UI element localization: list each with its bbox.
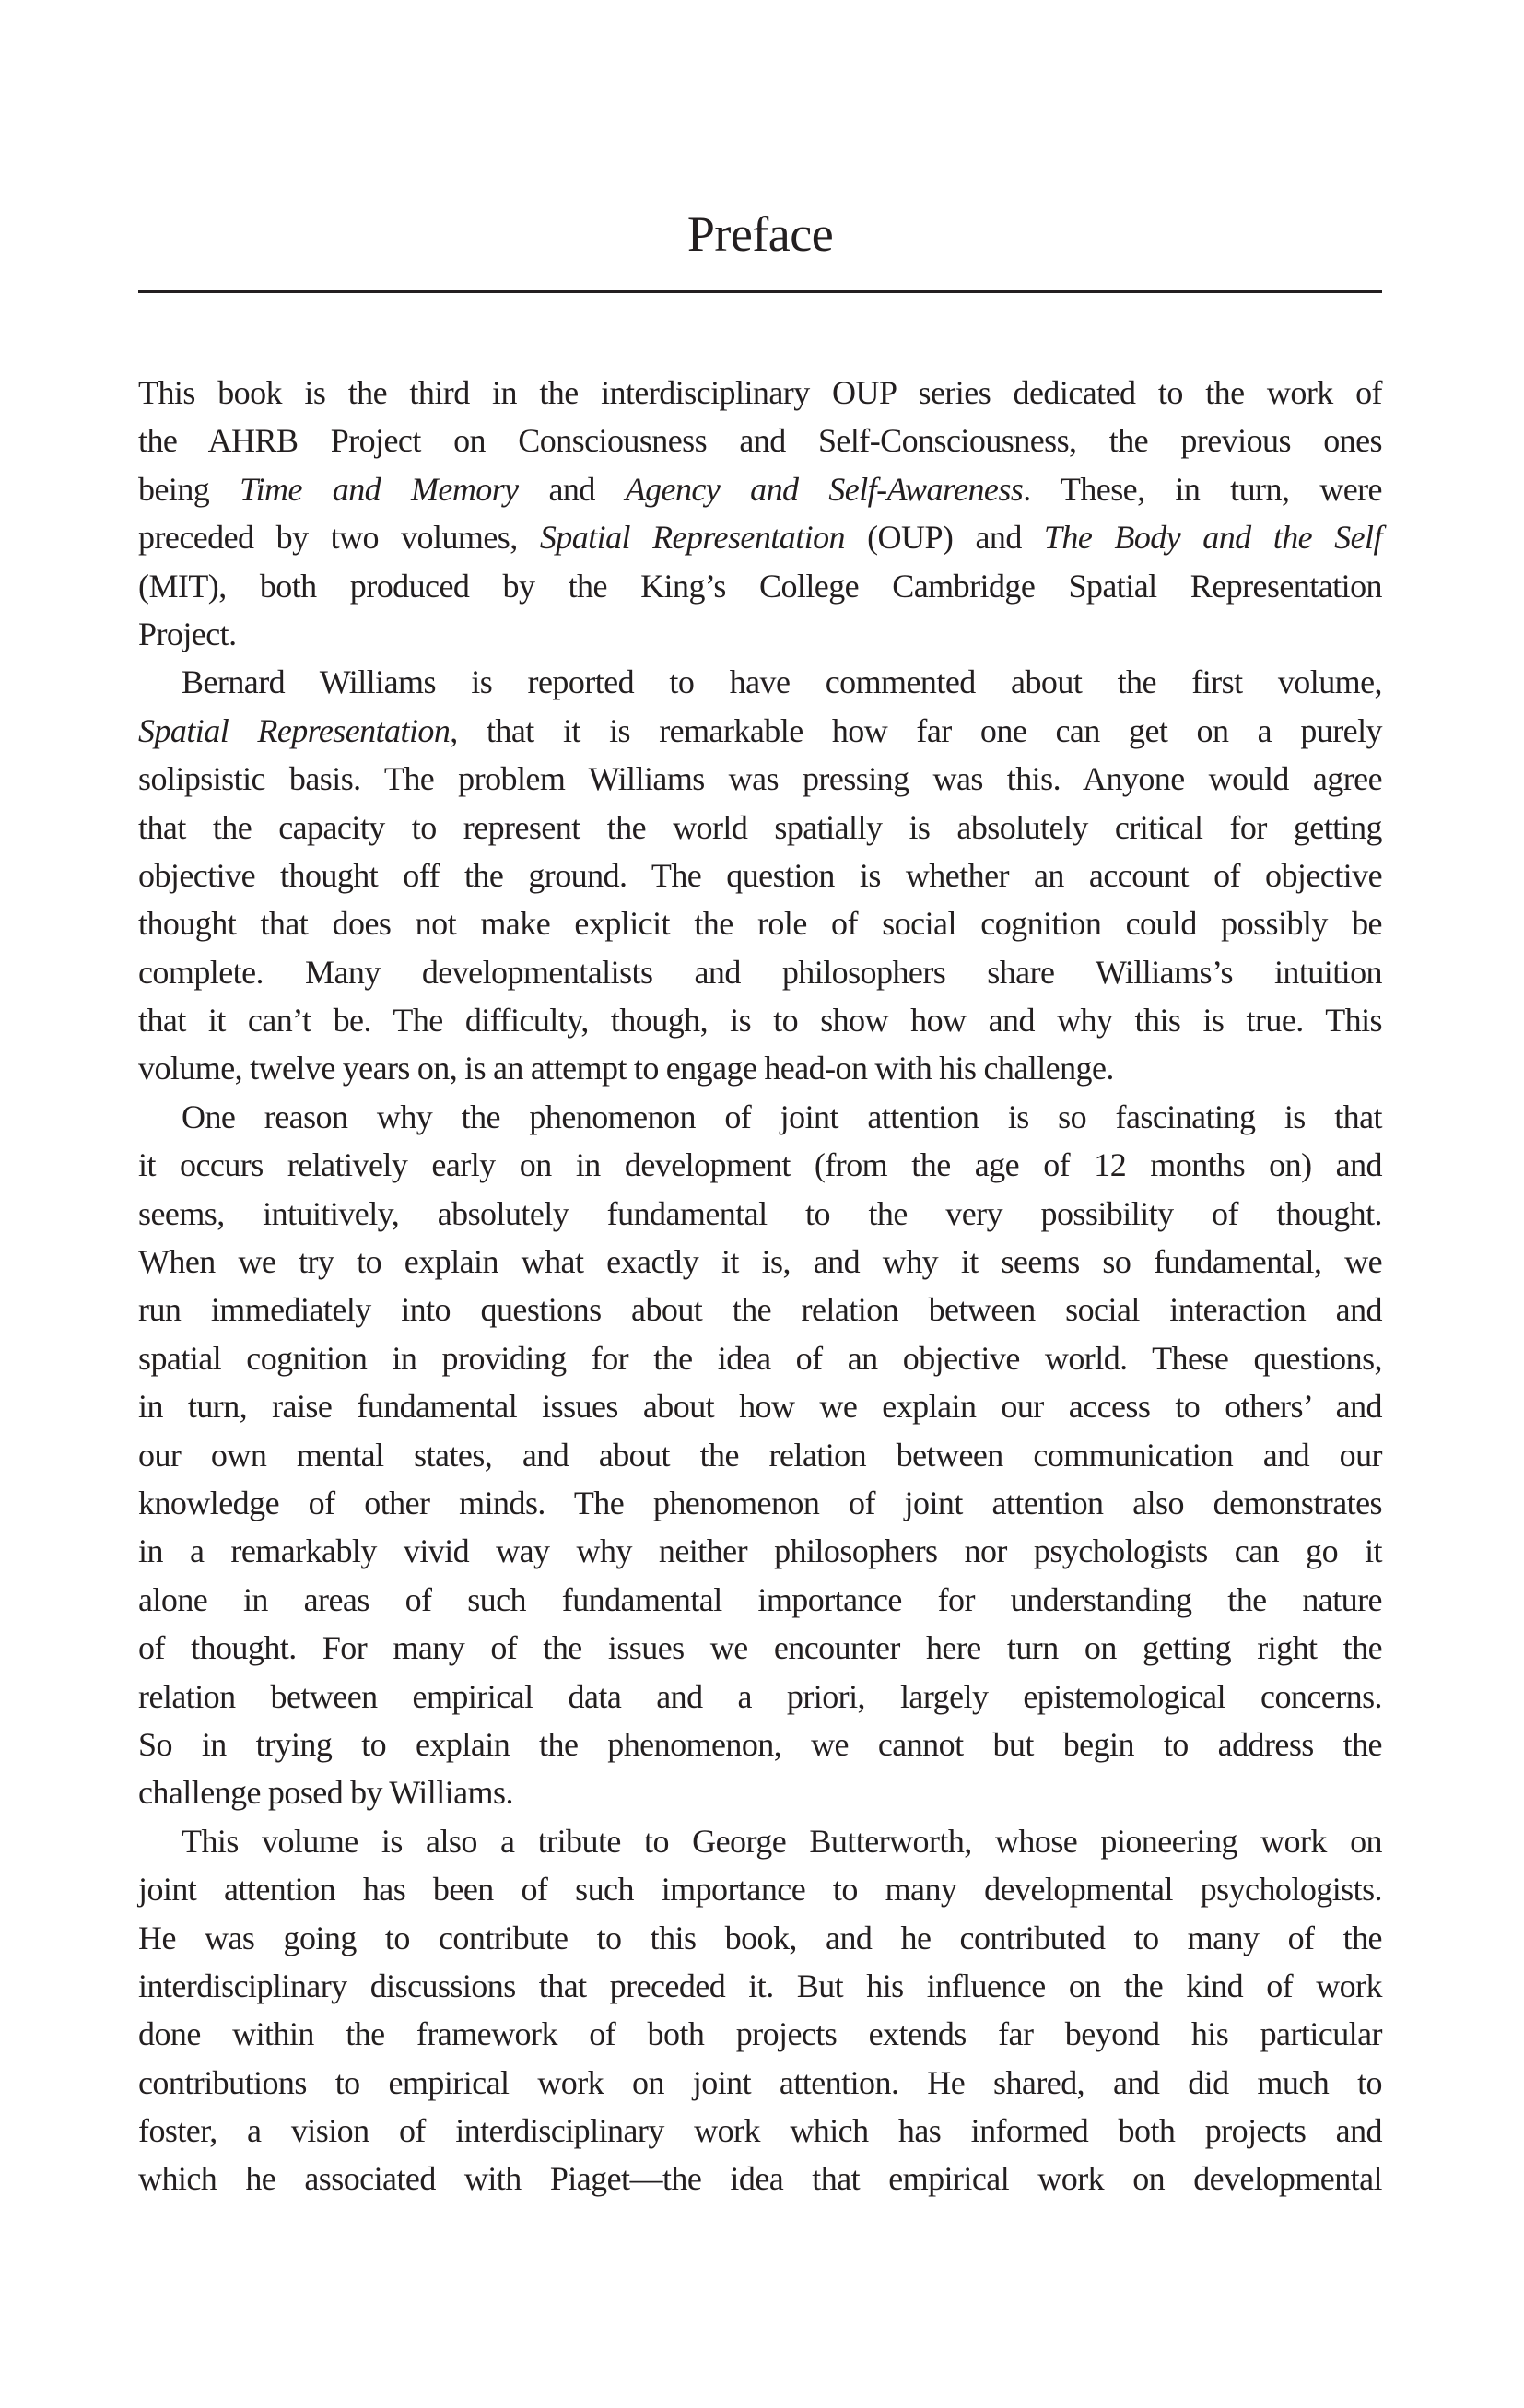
text-line — [138, 1431, 1382, 1479]
text-line — [138, 465, 1382, 513]
text-run: preceded by two volumes, — [138, 519, 540, 557]
text-line — [138, 417, 1382, 464]
text-line — [138, 1624, 1382, 1672]
text-line — [138, 1044, 1382, 1092]
chapter-title: Preface — [686, 206, 834, 262]
text-run: thought that does not make explicit the role of social cognition could possibly be — [138, 905, 1382, 943]
text-run: He was going to contribute to this book, and he contributed to many of the — [138, 1919, 1382, 1956]
text-line — [138, 1334, 1382, 1382]
text-run: , that it is remarkable how far one can get on a purely — [450, 711, 1382, 749]
text-line — [138, 948, 1382, 996]
text-line — [138, 1962, 1382, 2010]
paragraph-p4 — [138, 1817, 1382, 2203]
text-line — [138, 804, 1382, 852]
italic-title-text: Spatial Representation — [539, 519, 845, 557]
title-rule-divider — [138, 290, 1382, 293]
text-run: This volume is also a tribute to George Butterworth, whose pioneering work on — [182, 1822, 1382, 1860]
text-line — [138, 1141, 1382, 1189]
text-line — [138, 1914, 1382, 1962]
text-run: One reason why the phenomenon of joint attention is so fascinating is that — [182, 1098, 1382, 1135]
text-run: . These, in turn, were — [1023, 470, 1382, 508]
text-run: relation between empirical data and a priori, largely epistemological concerns. — [138, 1677, 1382, 1715]
text-line — [138, 1673, 1382, 1721]
text-run: (MIT), both produced by the King’s College Cambridge Spatial Representation — [138, 567, 1382, 605]
text-line — [138, 1286, 1382, 1333]
text-line — [138, 1817, 1382, 1865]
text-run: This book is the third in the interdisciplinary OUP series dedicated to the work of — [138, 374, 1382, 411]
text-line — [138, 513, 1382, 561]
text-run: complete. Many developmentalists and philosophers share Williams’s intuition — [138, 953, 1382, 991]
text-line — [138, 2010, 1382, 2058]
text-line — [138, 1479, 1382, 1527]
text-line — [138, 2107, 1382, 2155]
text-run: in turn, raise fundamental issues about how we explain our access to others’ and — [138, 1388, 1382, 1426]
italic-title-text: The Body and the Self — [1043, 519, 1382, 557]
text-line — [138, 2059, 1382, 2107]
text-run: which he associated with Piaget—the idea that empirical work on developmental — [138, 2160, 1382, 2198]
text-run: solipsistic basis. The problem Williams was pressing was this. Anyone would agree — [138, 760, 1382, 798]
text-run: our own mental states, and about the relation between communication and our — [138, 1436, 1382, 1474]
text-line — [138, 1238, 1382, 1286]
text-run: interdisciplinary discussions that preceded it. But his influence on the kind of work — [138, 1967, 1382, 2004]
text-line — [138, 2155, 1382, 2202]
text-run: and — [518, 470, 626, 508]
italic-title-text: Agency and Self-Awareness — [625, 470, 1024, 508]
text-run: in a remarkably vivid way why neither philosophers nor psychologists can go it — [138, 1533, 1382, 1570]
italic-title-text: Time and Memory — [240, 470, 519, 508]
text-line — [138, 1721, 1382, 1768]
text-run: volume, twelve years on, is an attempt to engage head-on with his challenge. — [138, 1050, 1114, 1087]
text-line — [138, 1527, 1382, 1575]
text-line — [138, 899, 1382, 947]
text-run: the AHRB Project on Consciousness and Self-Consciousness, the previous ones — [138, 422, 1382, 460]
text-run: contributions to empirical work on joint attention. He shared, and did much to — [138, 2063, 1382, 2101]
text-run: Bernard Williams is reported to have commented about the first volume, — [182, 664, 1382, 701]
text-run: foster, a vision of interdisciplinary work which has informed both projects and — [138, 2112, 1382, 2150]
text-line — [138, 610, 1382, 658]
text-run: that the capacity to represent the world spatially is absolutely critical for getting — [138, 808, 1382, 846]
preface-body — [138, 369, 1382, 2203]
text-line — [138, 562, 1382, 610]
text-line — [138, 369, 1382, 417]
text-line — [138, 707, 1382, 755]
text-run: of thought. For many of the issues we encounter here turn on getting right the — [138, 1629, 1382, 1667]
text-line — [138, 1190, 1382, 1238]
text-run: challenge posed by Williams. — [138, 1774, 513, 1812]
text-line — [138, 852, 1382, 899]
italic-title-text: Spatial Representation — [138, 711, 451, 749]
text-run: So in trying to explain the phenomenon, we cannot but begin to address the — [138, 1725, 1382, 1763]
text-run: that it can’t be. The difficulty, though, is to show how and why this is true. This — [138, 1002, 1382, 1040]
text-line — [138, 1865, 1382, 1913]
paragraph-p3 — [138, 1093, 1382, 1817]
text-run: spatial cognition in providing for the idea of an objective world. These questions, — [138, 1339, 1382, 1377]
text-run: done within the framework of both projects extends far beyond his particular — [138, 2015, 1382, 2053]
paragraph-p2 — [138, 658, 1382, 1093]
text-line — [138, 1768, 1382, 1816]
text-line — [138, 755, 1382, 803]
text-run: (OUP) and — [845, 519, 1044, 557]
text-run: run immediately into questions about the relation between social interaction and — [138, 1291, 1382, 1329]
text-line — [138, 1093, 1382, 1141]
text-line — [138, 1382, 1382, 1430]
text-run: joint attention has been of such importance to many developmental psychologists. — [138, 1871, 1382, 1909]
text-run: being — [138, 470, 240, 508]
text-line — [138, 1576, 1382, 1624]
paragraph-p1 — [138, 369, 1382, 658]
text-run: seems, intuitively, absolutely fundamental to the very possibility of thought. — [138, 1194, 1382, 1232]
text-run: alone in areas of such fundamental importance for understanding the nature — [138, 1580, 1382, 1618]
text-line — [138, 658, 1382, 706]
text-run: knowledge of other minds. The phenomenon of joint attention also demonstrates — [138, 1484, 1382, 1521]
text-run: it occurs relatively early on in development (from the age of 12 months on) and — [138, 1146, 1382, 1184]
text-line — [138, 996, 1382, 1044]
text-run: Project. — [138, 615, 237, 652]
text-run: When we try to explain what exactly it is, and why it seems so fundamental, we — [138, 1243, 1382, 1281]
text-run: objective thought off the ground. The question is whether an account of objective — [138, 856, 1382, 894]
